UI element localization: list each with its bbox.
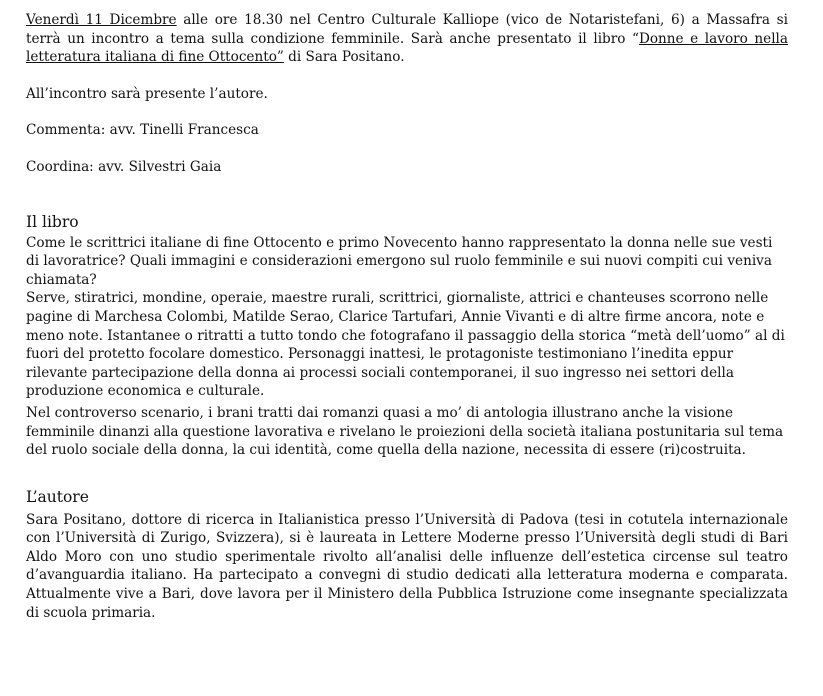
libro-paragraph-3: Nel controverso scenario, i brani tratti dai romanzi quasi a mo’ di antologia illustrano anche la visione femminile dinanzi alla questione lavorativa e rivelano le proiezioni della società italiana postunitaria sul tema del ruolo sociale della donna, la cui identità, come quella della nazione, necessita di essere (ri)costruita. [26,404,784,459]
intro-text-a: alle ore 18.30 nel Centro Culturale Kalliope (vico de Notaristefani, 6) a Massafra si terrà un incontro a tema sulla condizione femminile. Sarà anche presentato il libro “ [26,12,788,47]
event-date: Venerdì 11 Dicembre [26,12,177,28]
autore-paragraph: Sara Positano, dottore di ricerca in Italianistica presso l’Università di Padova (tesi in cotutela internazionale con l’Università di Zurigo, Svizzera), si è laureata in Lettere Moderne presso l’Università degli studi di Bari Aldo Moro con uno studio sperimentale rivolto all’analisi delle influenze dell’estetica circense sul teatro d’avanguardia italiano. Ha partecipato a convegni di studio dedicati alla letteratura moderna e comparata. Attualmente vive a Bari, dove lavora per il Ministero della Pubblica Istruzione come insegnante specializzata di scuola primaria. [26,511,788,621]
autore-heading: L’autore [26,487,89,506]
book-title: Donne e lavoro nella letteratura italiana di fine Ottocento” [26,30,788,66]
document-page [26,11,788,622]
author-present-line: All’incontro sarà presente l’autore. [26,85,268,102]
libro-paragraph-2: Serve, stiratrici, mondine, operaie, maestre rurali, scrittrici, giornaliste, attrici e chanteuses scorrono nelle pagine di Marchesa Colombi, Matilde Serao, Clarice Tartufari, Annie Vivanti e di altre firme ancora, note e meno note. Istantanee o ritratti a tutto tondo che fotografano il passaggio della storica “metà dell’uomo” al di fuori del protetto focolare domestico. Personaggi inattesi, le protagoniste testimoniano l’inedita eppur rilevante partecipazione della donna ai processi sociali contemporanei, il suo ingresso nei settori della produzione economica e culturale. [26,290,785,400]
intro-text-b: di Sara Positano. [283,49,405,66]
commenta-line: Commenta: avv. Tinelli Francesca [26,122,259,139]
coordina-line: Coordina: avv. Silvestri Gaia [26,158,222,175]
libro-paragraph-1: Come le scrittrici italiane di fine Ottocento e primo Novecento hanno rappresentato la donna nelle sue vesti di lavoratrice? Quali immagini e considerazioni emergono sul ruolo femminile e sui nuovi compiti cui veniva chiamata? [26,234,773,288]
intro-paragraph [26,11,788,67]
libro-heading: Il libro [26,212,79,231]
